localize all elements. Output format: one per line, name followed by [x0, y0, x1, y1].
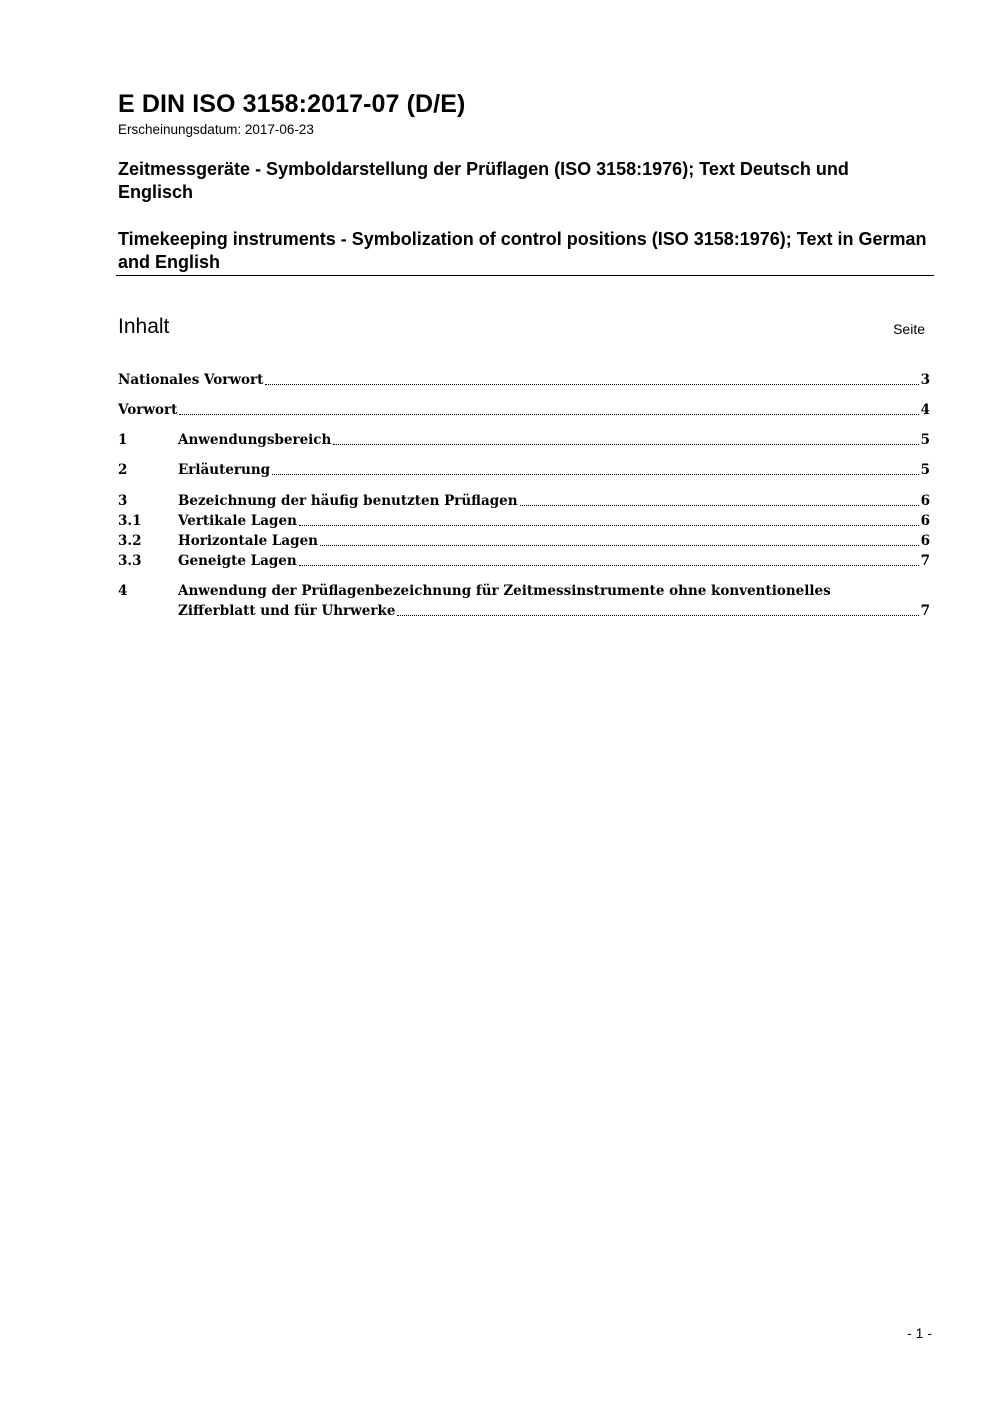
- toc-entry-page: 5: [920, 432, 930, 448]
- page-number: - 1 -: [907, 1325, 932, 1341]
- toc-entry-page: 7: [920, 553, 930, 569]
- toc-entry-3-1[interactable]: [118, 511, 930, 531]
- title-german: Zeitmessgeräte - Symboldarstellung der Prüflagen (ISO 3158:1976); Text Deutsch und Englisch: [118, 159, 849, 202]
- toc-leader: [333, 444, 918, 445]
- toc-entry-title: Geneigte Lagen: [178, 553, 297, 569]
- toc-entry-title: Vertikale Lagen: [178, 513, 297, 529]
- toc-entry-title: Nationales Vorwort: [118, 372, 264, 388]
- toc-entry-4[interactable]: [118, 581, 930, 621]
- toc-leader: [520, 505, 919, 506]
- toc-entry-3-2[interactable]: [118, 531, 930, 551]
- toc-heading: Inhalt: [118, 315, 170, 338]
- toc-leader: [265, 384, 918, 385]
- toc-entry-vorwort[interactable]: [118, 400, 930, 420]
- toc-entry-number: 3.3: [118, 553, 142, 569]
- table-of-contents: [118, 370, 930, 621]
- toc-entry-2[interactable]: [118, 460, 930, 480]
- document-id: E DIN ISO 3158:2017-07 (D/E): [118, 90, 466, 118]
- toc-entry-title: Vorwort: [118, 402, 178, 418]
- toc-entry-title-line1: Anwendung der Prüflagenbezeichnung für Zeitmessinstrumente ohne konventionelles: [178, 583, 831, 599]
- toc-leader: [320, 545, 919, 546]
- toc-entry-title: Anwendungsbereich: [178, 432, 332, 448]
- toc-entry-1[interactable]: [118, 430, 930, 450]
- toc-entry-title-line2: Zifferblatt und für Uhrwerke: [178, 603, 396, 619]
- toc-entry-page: 3: [920, 372, 930, 388]
- toc-leader: [272, 474, 918, 475]
- toc-entry-number: 3.1: [118, 513, 142, 529]
- toc-entry-page: 6: [920, 533, 930, 549]
- toc-entry-page: 7: [920, 603, 930, 619]
- toc-entry-page: 4: [920, 402, 930, 418]
- toc-entry-title: Erläuterung: [178, 462, 271, 478]
- toc-leader: [397, 615, 918, 616]
- toc-entry-3-3[interactable]: [118, 551, 930, 571]
- toc-entry-number: 1: [118, 432, 128, 448]
- toc-leader: [299, 565, 919, 566]
- toc-entry-nationales-vorwort[interactable]: [118, 370, 930, 390]
- toc-entry-3[interactable]: [118, 491, 930, 511]
- toc-entry-number: 3.2: [118, 533, 142, 549]
- toc-entry-number: 4: [118, 583, 128, 599]
- toc-page-label: Seite: [893, 321, 925, 337]
- publication-date: Erscheinungsdatum: 2017-06-23: [118, 122, 314, 137]
- toc-entry-title: Horizontale Lagen: [178, 533, 318, 549]
- header-divider: [116, 275, 934, 276]
- toc-entry-page: 6: [920, 493, 930, 509]
- toc-entry-title: Bezeichnung der häufig benutzten Prüflagen: [178, 493, 518, 509]
- toc-entry-number: 2: [118, 462, 128, 478]
- toc-leader: [299, 525, 919, 526]
- toc-entry-page: 6: [920, 513, 930, 529]
- toc-leader: [179, 414, 918, 415]
- toc-entry-number: 3: [118, 493, 128, 509]
- toc-entry-page: 5: [920, 462, 930, 478]
- title-english: Timekeeping instruments - Symbolization of control positions (ISO 3158:1976); Text in German and English: [118, 229, 927, 272]
